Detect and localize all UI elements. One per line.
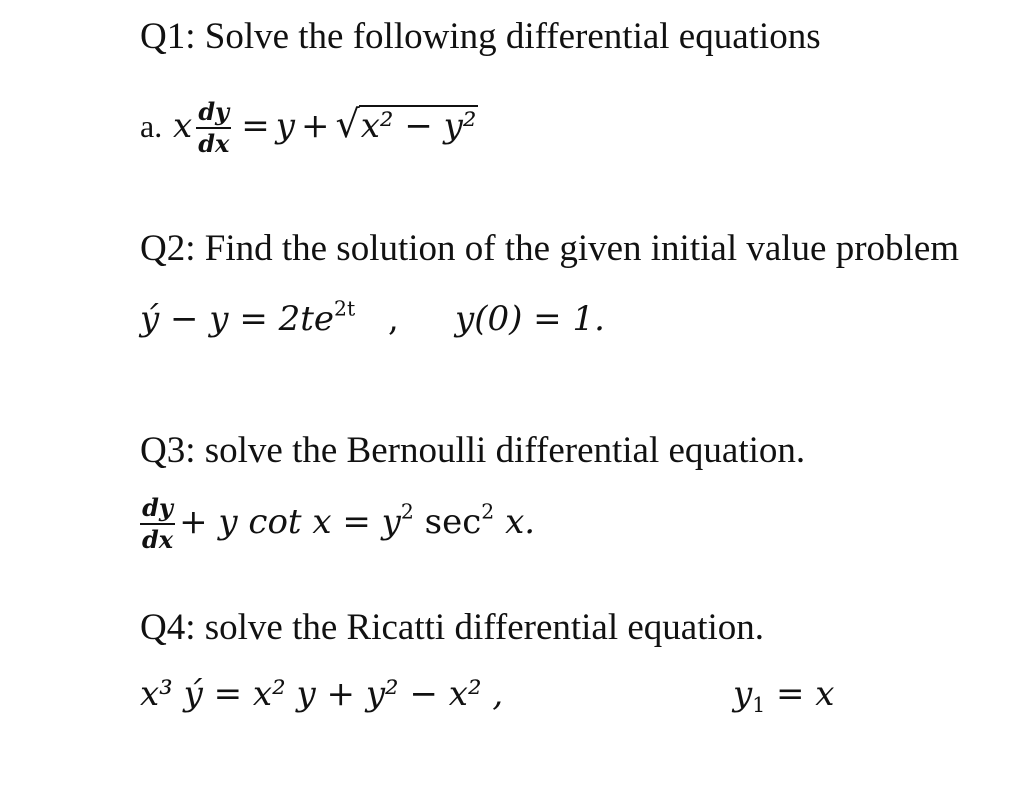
q1-part-label: a. [140, 108, 163, 144]
q3-eq-exp2: 2 [481, 499, 495, 524]
q3-fraction [140, 493, 175, 554]
q2-eq-sep: , [388, 299, 399, 339]
q1-fraction [196, 97, 231, 158]
q3-eq-mid: + y cot x = y [179, 502, 401, 542]
q3-eq-exp1: 2 [400, 499, 414, 524]
q4-heading: Q4: solve the Ricatti differential equation. [140, 607, 765, 648]
q4-equation: x³ ý = x² y + y² − x² , [140, 674, 504, 714]
q1-eq-rhs-y: y [275, 106, 296, 146]
q1-sqrt: √ x² − y² [335, 102, 477, 146]
q2-eq-left: ý − y = 2te [140, 299, 335, 339]
q1-radicand: x² − y² [360, 106, 477, 146]
q3-frac-den: dx [142, 525, 174, 554]
q1-frac-num: dy [196, 100, 231, 129]
q2-initial-condition: y(0) = 1. [455, 299, 605, 339]
q3-equation [136, 493, 536, 554]
q2-eq-exp: 2t [334, 296, 356, 321]
q2-heading: Q2: Find the solution of the given initial value problem [140, 228, 960, 269]
q4-given-var: y [733, 674, 753, 714]
q1-heading: Q1: Solve the following differential equations [140, 16, 821, 57]
q1-eq-x: x [173, 106, 193, 146]
q1-frac-den: dx [198, 129, 230, 158]
q4-given-sub: 1 [752, 693, 766, 718]
q4-given-rest: = x [765, 674, 835, 714]
q4-given-solution [733, 674, 835, 718]
q1-equation: a. x $\frac{dy}{dx}$ = y + √ x² − y² [140, 97, 477, 158]
q2-equation [140, 296, 399, 339]
q3-frac-num: dy [140, 496, 175, 525]
q3-eq-end: x. [494, 502, 536, 542]
q3-heading: Q3: solve the Bernoulli differential equation. [140, 430, 806, 471]
q3-eq-sec: sec [413, 502, 482, 542]
